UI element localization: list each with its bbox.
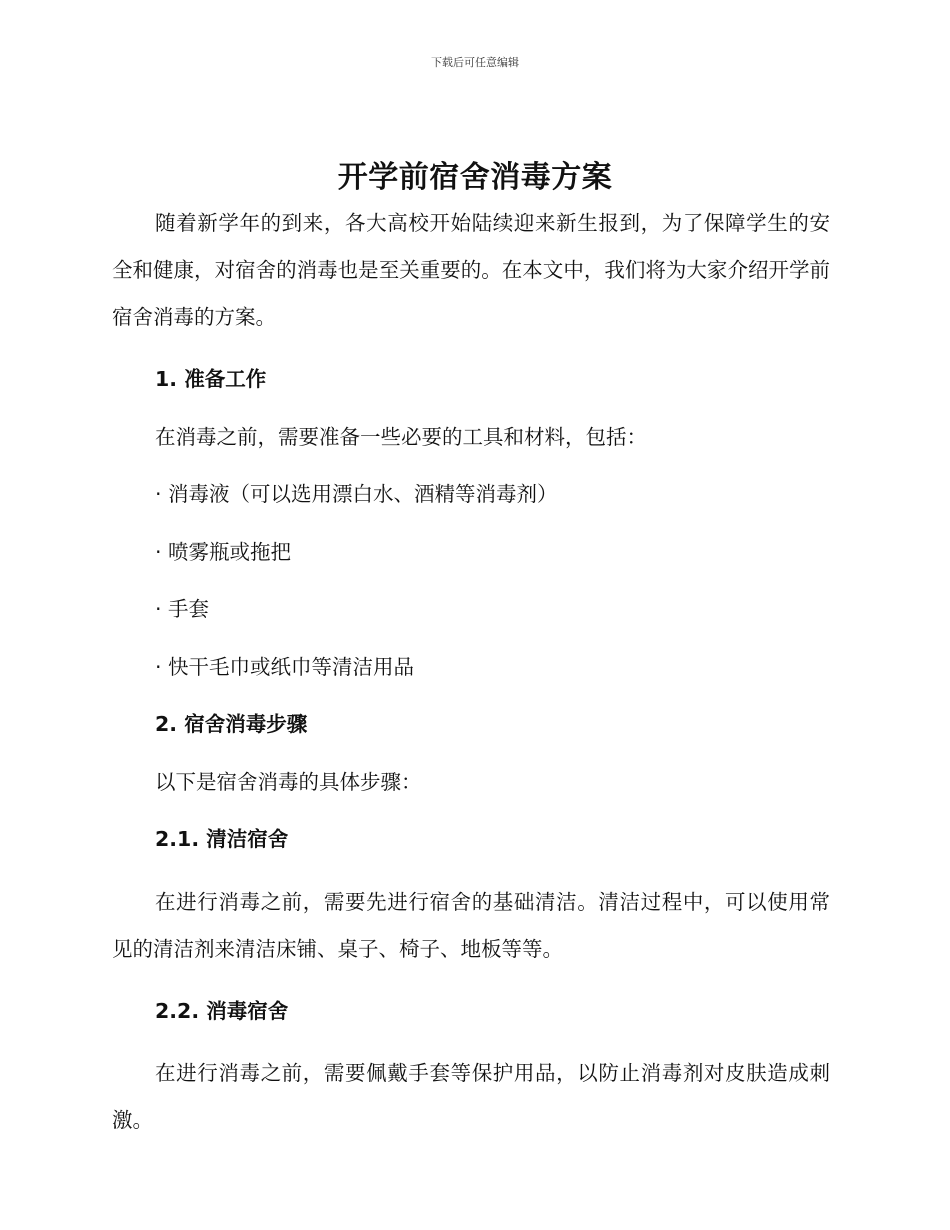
section-2-1-paragraph: 在进行消毒之前，需要先进行宿舍的基础清洁。清洁过程中，可以使用常见的清洁剂来清洁床铺、桌子、椅子、地板等等。 xyxy=(112,889,830,961)
list-item-disinfectant: · 消毒液（可以选用漂白水、酒精等消毒剂） xyxy=(155,482,558,506)
section-2-2-heading: 2.2. 消毒宿舍 xyxy=(155,998,289,1023)
list-item-sprayer: · 喷雾瓶或拖把 xyxy=(155,539,292,564)
spacer xyxy=(112,869,830,879)
spacer xyxy=(112,973,830,983)
document-body xyxy=(112,200,830,1144)
document-title: 开学前宿舍消毒方案 xyxy=(337,160,613,195)
section-2-lead: 以下是宿舍消毒的具体步骤： xyxy=(155,769,422,794)
spacer xyxy=(112,341,830,351)
section-2-heading: 2. 宿舍消毒步骤 xyxy=(155,712,308,736)
list-item-towels: · 快干毛巾或纸巾等清洁用品 xyxy=(155,654,415,679)
list-item-gloves: · 手套 xyxy=(155,597,210,621)
intro-paragraph: 随着新学年的到来，各大高校开始陆续迎来新生报到，为了保障学生的安全和健康，对宿舍的消毒也是至关重要的。在本文中，我们将为大家介绍开学前宿舍消毒的方案。 xyxy=(112,211,830,329)
page-header-note: 下载后可任意编辑 xyxy=(431,56,519,69)
section-2-1-heading: 2.1. 清洁宿舍 xyxy=(155,827,289,851)
spacer xyxy=(112,1040,830,1050)
section-1-lead: 在消毒之前，需要准备一些必要的工具和材料，包括： xyxy=(155,424,647,449)
section-2-2-paragraph: 在进行消毒之前，需要佩戴手套等保护用品，以防止消毒剂对皮肤造成刺激。 xyxy=(112,1061,830,1132)
section-1-heading: 1. 准备工作 xyxy=(155,367,267,391)
